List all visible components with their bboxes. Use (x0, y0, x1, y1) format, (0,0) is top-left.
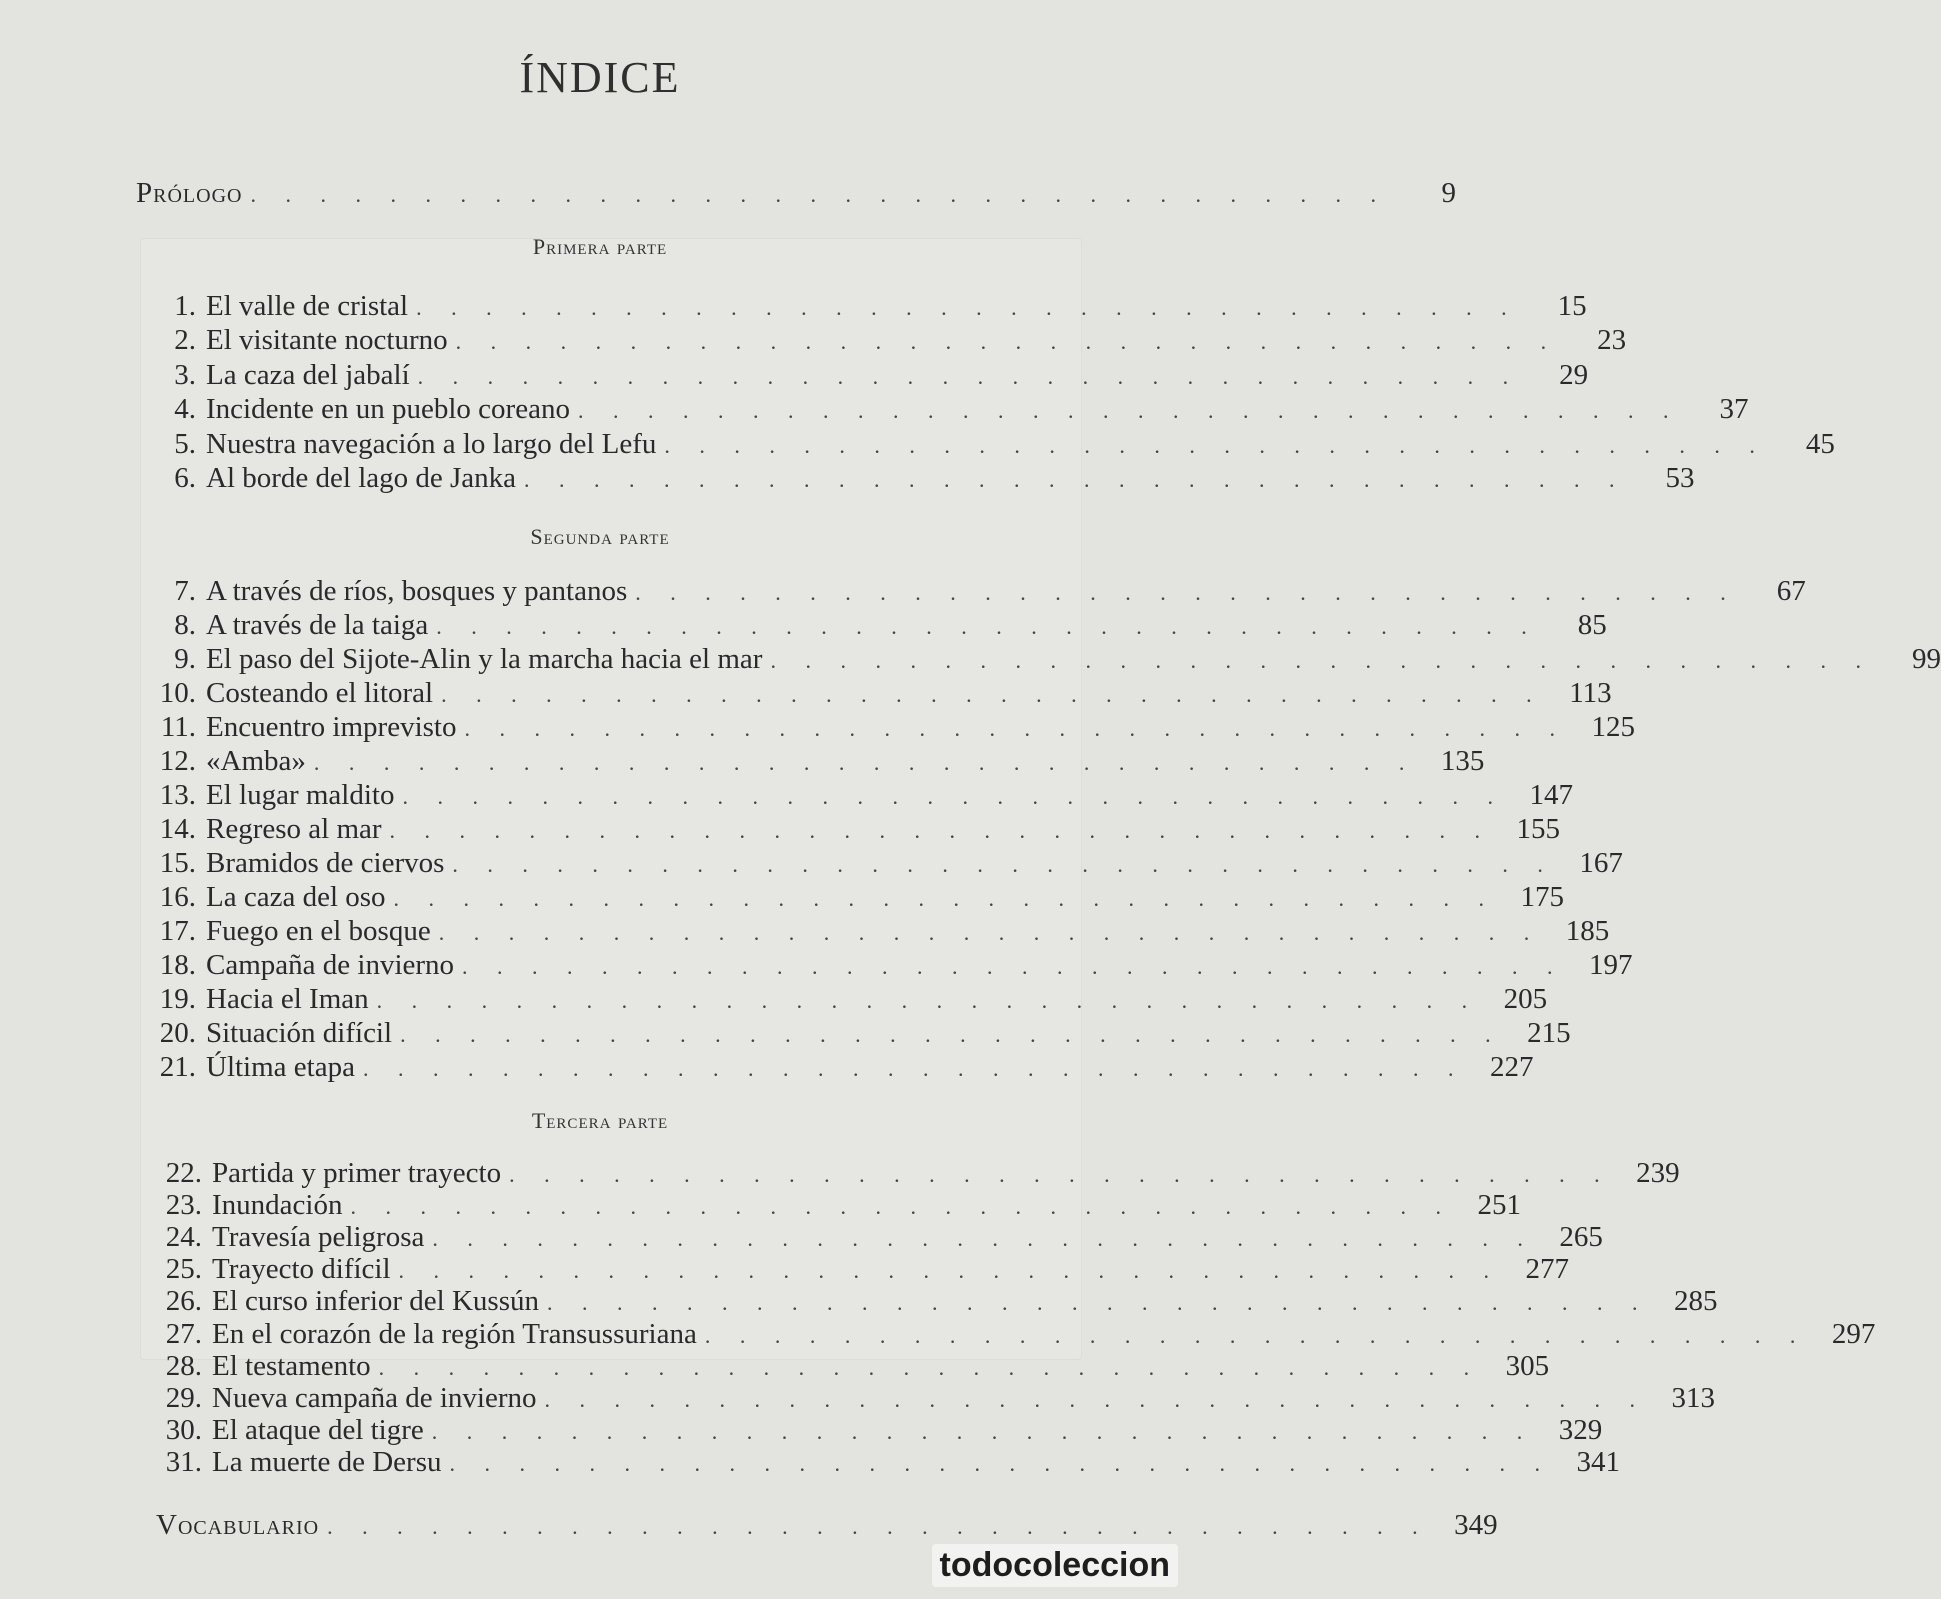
chapter-title: Inundación (212, 1189, 343, 1222)
prologue-page: 9 (1441, 177, 1456, 209)
chapter-entry (140, 676, 1612, 710)
chapter-title: Fuego en el bosque (206, 915, 431, 947)
chapter-page: 113 (1569, 677, 1612, 709)
dot-leader: . . . . . . . . . . . . . . . . . . . . . . . . . . . . . . . . (509, 1162, 1612, 1187)
chapter-entry (146, 1284, 1718, 1318)
dot-leader: . . . . . . . . . . . . . . . . . . . . . . . . . . . . . . . . (438, 920, 1542, 945)
chapter-entry (146, 1317, 1876, 1351)
chapter-number: 12. (159, 745, 196, 777)
chapter-page: 45 (1805, 427, 1835, 460)
chapter-page: 197 (1589, 949, 1633, 981)
chapter-entry (140, 880, 1565, 914)
chapter-page: 329 (1558, 1413, 1603, 1446)
dot-leader: . . . . . . . . . . . . . . . . . . . . . . . . . . . . . . . . (376, 988, 1480, 1013)
chapter-page: 37 (1719, 393, 1749, 426)
vocabulary-page: 349 (1454, 1509, 1498, 1541)
watermark-logo: todocoleccion (932, 1544, 1178, 1587)
dot-leader: . . . . . . . . . . . . . . . . . . . . . . . . . . . . . . . . (462, 954, 1565, 979)
prologue-label: Prólogo (136, 177, 243, 209)
chapter-number: 27. (165, 1317, 202, 1350)
chapter-entry (140, 392, 1749, 426)
page-title: ÍNDICE (519, 53, 681, 102)
dot-leader: . . . . . . . . . . . . . . . . . . . . . . . . . . . . . . . . (350, 1194, 1453, 1220)
chapter-number: 14. (159, 813, 196, 845)
chapter-page: 147 (1529, 779, 1573, 811)
chapter-number: 10. (159, 677, 196, 709)
chapter-title: El visitante nocturno (206, 324, 448, 357)
dot-leader: . . . . . . . . . . . . . . . . . . . . . . . . . . . . . . . . (327, 1514, 1430, 1539)
chapter-entry (140, 846, 1623, 880)
dot-leader: . . . . . . . . . . . . . . . . . . . . . . . . . . . . . . . . (635, 580, 1738, 605)
dot-leader: . . . . . . . . . . . . . . . . . . . . . . . . . . . . . . . . (547, 1290, 1650, 1316)
dot-leader: . . . . . . . . . . . . . . . . . . . . . . . . . . . . . . . . (544, 1386, 1647, 1412)
chapter-page: 341 (1576, 1445, 1620, 1478)
chapter-page: 205 (1503, 983, 1548, 1015)
dot-leader: . . . . . . . . . . . . . . . . . . . . . . . . . . . . . . . . (400, 1022, 1503, 1047)
dot-leader: . . . . . . . . . . . . . . . . . . . . . . . . . . . . . . . . (449, 1450, 1552, 1476)
chapter-title: El lugar maldito (206, 779, 395, 811)
dot-leader: . . . . . . . . . . . . . . . . . . . . . . . . . . . . . . . . (432, 1226, 1535, 1252)
chapter-number: 2. (174, 324, 196, 357)
chapter-number: 4. (174, 393, 196, 426)
chapter-number: 20. (159, 1017, 196, 1049)
chapter-page: 85 (1577, 609, 1607, 641)
dot-leader: . . . . . . . . . . . . . . . . . . . . . . . . . . . . . . . . (464, 716, 1567, 741)
chapter-page: 23 (1597, 324, 1627, 357)
chapter-page: 125 (1591, 711, 1635, 743)
chapter-page: 239 (1636, 1157, 1680, 1189)
chapter-title: Regreso al mar (206, 813, 382, 845)
dot-leader: . . . . . . . . . . . . . . . . . . . . . . . . . . . . . . . . (417, 363, 1521, 389)
dot-leader: . . . . . . . . . . . . . . . . . . . . . . . . . . . . . . . . (398, 1258, 1502, 1284)
chapter-title: Campaña de invierno (206, 949, 455, 981)
chapter-entry (146, 1381, 1715, 1415)
chapter-number: 13. (159, 779, 196, 811)
chapter-title: En el corazón de la región Transussuriana (212, 1317, 697, 1350)
chapter-title: Trayecto difícil (212, 1253, 391, 1286)
chapter-number: 16. (159, 881, 196, 913)
chapter-entry (146, 1252, 1570, 1286)
chapter-title: Hacia el Iman (206, 983, 369, 1015)
chapter-page: 277 (1525, 1253, 1570, 1286)
chapter-entry (140, 812, 1561, 846)
part-heading: Tercera parte (531, 1108, 669, 1133)
chapter-number: 21. (159, 1051, 196, 1083)
dot-leader: . . . . . . . . . . . . . . . . . . . . . . . . . . . . . . . . (378, 1354, 1482, 1380)
dot-leader: . . . . . . . . . . . . . . . . . . . . . . . . . . . . . . . . (436, 614, 1539, 639)
chapter-title: Costeando el litoral (206, 677, 434, 709)
dot-leader: . . . . . . . . . . . . . . . . . . . . . . . . . . . . . . . . . (250, 182, 1388, 207)
chapter-number: 29. (165, 1381, 202, 1414)
part-heading: Segunda parte (530, 524, 670, 549)
chapter-entry (140, 710, 1635, 744)
chapter-page: 167 (1579, 847, 1623, 879)
chapter-number: 24. (165, 1221, 202, 1254)
chapter-page: 29 (1559, 358, 1589, 391)
dot-leader: . . . . . . . . . . . . . . . . . . . . . . . . . . . . . . . . (441, 682, 1544, 707)
dot-leader: . . . . . . . . . . . . . . . . . . . . . . . . . . . . . . . . (389, 818, 1493, 843)
dot-leader: . . . . . . . . . . . . . . . . . . . . . . . . . . . . . . . . (402, 784, 1505, 809)
chapter-title: Situación difícil (206, 1017, 393, 1049)
chapter-page: 99 (1911, 643, 1941, 675)
chapter-number: 5. (174, 427, 196, 460)
dot-leader: . . . . . . . . . . . . . . . . . . . . . . . . . . . . . . . . (393, 886, 1497, 911)
chapter-title: El valle de cristal (206, 290, 409, 322)
chapter-title: Encuentro imprevisto (206, 711, 457, 743)
part-heading: Primera parte (532, 234, 668, 259)
chapter-number: 1. (174, 290, 196, 322)
chapter-entry (140, 427, 1835, 461)
chapter-entry (140, 1050, 1534, 1084)
chapter-entry (140, 948, 1633, 982)
chapter-page: 155 (1516, 813, 1561, 845)
chapter-entry (140, 1016, 1571, 1050)
chapter-title: A través de ríos, bosques y pantanos (206, 575, 628, 607)
chapter-page: 67 (1776, 575, 1806, 607)
chapter-number: 7. (174, 575, 196, 607)
chapter-number: 19. (159, 983, 196, 1015)
chapter-title: Nueva campaña de invierno (212, 1381, 537, 1414)
chapter-title: El curso inferior del Kussún (212, 1285, 539, 1318)
chapter-entry (146, 1445, 1620, 1479)
dot-leader: . . . . . . . . . . . . . . . . . . . . . . . . . . . . . . . . (452, 852, 1555, 877)
chapter-entry (140, 744, 1485, 778)
chapter-page: 53 (1665, 462, 1695, 494)
chapter-entry (140, 289, 1587, 323)
chapter-number: 6. (174, 462, 196, 494)
chapter-number: 17. (159, 915, 196, 947)
chapter-entry (140, 358, 1589, 392)
chapter-title: Partida y primer trayecto (212, 1157, 502, 1189)
chapter-page: 251 (1477, 1189, 1521, 1222)
chapter-page: 313 (1671, 1381, 1715, 1414)
chapter-title: Al borde del lago de Janka (206, 462, 517, 494)
chapter-entry (146, 1156, 1680, 1190)
chapter-title: Incidente en un pueblo coreano (206, 393, 570, 426)
chapter-number: 26. (165, 1285, 202, 1318)
dot-leader: . . . . . . . . . . . . . . . . . . . . . . . . . . . . . . . . (455, 329, 1559, 355)
chapter-page: 305 (1505, 1349, 1550, 1382)
chapter-title: El paso del Sijote-Alin y la marcha hacia el mar (206, 643, 763, 675)
chapter-number: 9. (174, 643, 196, 675)
dot-leader: . . . . . . . . . . . . . . . . . . . . . . . . . . . . . . . . (704, 1322, 1808, 1348)
chapter-title: A través de la taiga (206, 609, 429, 641)
chapter-number: 28. (165, 1349, 202, 1382)
chapter-number: 23. (165, 1189, 202, 1222)
dot-leader: . . . . . . . . . . . . . . . . . . . . . . . . . . . . . . . . (416, 295, 1519, 320)
chapter-entry (140, 574, 1806, 608)
chapter-title: Última etapa (206, 1051, 355, 1083)
vocabulary-label: Vocabulario (156, 1509, 320, 1541)
chapter-page: 185 (1565, 915, 1610, 947)
chapter-number: 25. (165, 1253, 202, 1286)
chapter-entry (146, 1413, 1603, 1447)
chapter-page: 135 (1440, 745, 1485, 777)
chapter-entry (140, 914, 1610, 948)
chapter-title: Bramidos de ciervos (206, 847, 445, 879)
chapter-number: 18. (159, 949, 196, 981)
chapter-title: Nuestra navegación a lo largo del Lefu (206, 427, 657, 460)
chapter-number: 22. (165, 1157, 202, 1189)
chapter-title: La caza del jabalí (206, 358, 410, 391)
chapter-number: 30. (165, 1413, 202, 1446)
chapter-page: 227 (1489, 1051, 1534, 1083)
chapter-number: 31. (165, 1445, 202, 1478)
chapter-entry (140, 461, 1695, 495)
chapter-entry (140, 982, 1548, 1016)
chapter-page: 215 (1527, 1017, 1571, 1049)
chapter-title: El ataque del tigre (212, 1413, 424, 1446)
chapter-page: 175 (1520, 881, 1565, 913)
chapter-number: 15. (159, 847, 196, 879)
chapter-entry (140, 323, 1627, 357)
chapter-entry (146, 1220, 1603, 1254)
prologue-entry (136, 176, 1456, 210)
chapter-title: Travesía peligrosa (212, 1221, 425, 1254)
chapter-entry (140, 608, 1607, 642)
chapter-entry (140, 642, 1941, 676)
chapter-title: La muerte de Dersu (212, 1445, 442, 1478)
dot-leader: . . . . . . . . . . . . . . . . . . . . . . . . . . . . . . . . (770, 648, 1873, 673)
chapter-number: 8. (174, 609, 196, 641)
chapter-entry (146, 1188, 1521, 1222)
vocabulary-entry (156, 1508, 1498, 1542)
chapter-entry (140, 778, 1573, 812)
chapter-page: 265 (1559, 1221, 1603, 1254)
dot-leader: . . . . . . . . . . . . . . . . . . . . . . . . . . . . . . . . (524, 467, 1627, 492)
chapter-number: 3. (174, 358, 196, 391)
dot-leader: . . . . . . . . . . . . . . . . . . . . . . . . . . . . . . . . (313, 750, 1417, 775)
chapter-page: 15 (1557, 290, 1587, 322)
chapter-title: El testamento (212, 1349, 371, 1382)
dot-leader: . . . . . . . . . . . . . . . . . . . . . . . . . . . . . . . . (362, 1056, 1466, 1081)
chapter-title: «Amba» (206, 745, 306, 777)
chapter-entry (146, 1349, 1550, 1383)
chapter-page: 297 (1831, 1317, 1876, 1350)
chapter-number: 11. (160, 711, 196, 743)
dot-leader: . . . . . . . . . . . . . . . . . . . . . . . . . . . . . . . . (577, 398, 1681, 424)
chapter-page: 285 (1674, 1285, 1718, 1318)
chapter-title: La caza del oso (206, 881, 386, 913)
dot-leader: . . . . . . . . . . . . . . . . . . . . . . . . . . . . . . . . (431, 1418, 1535, 1444)
dot-leader: . . . . . . . . . . . . . . . . . . . . . . . . . . . . . . . . (664, 432, 1767, 458)
